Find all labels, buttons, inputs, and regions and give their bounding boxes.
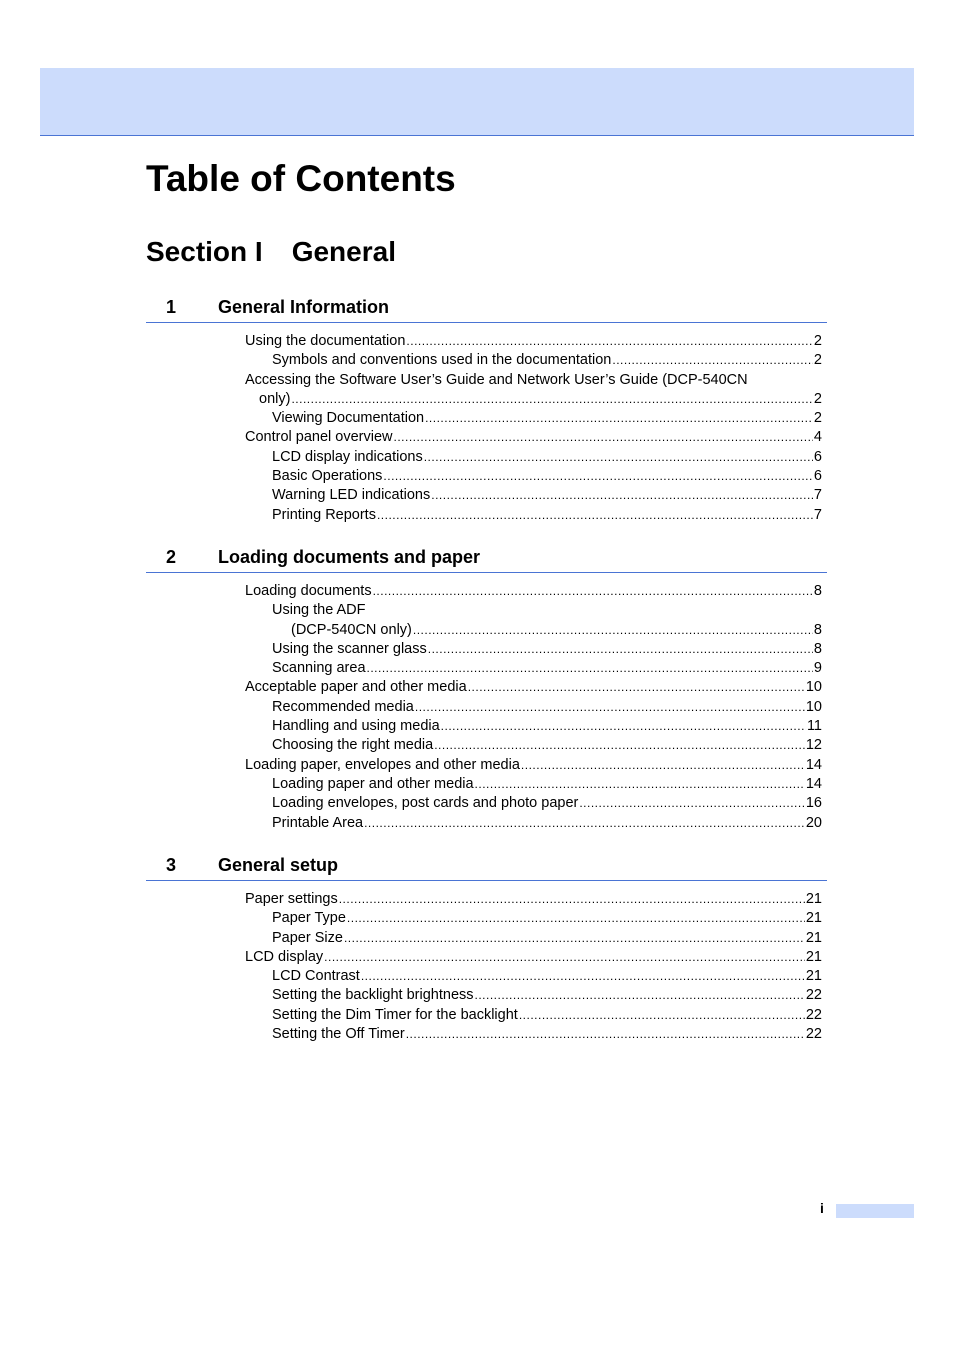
- toc-entry[interactable]: [146, 967, 827, 986]
- section-heading: [146, 233, 396, 271]
- toc-entry[interactable]: [146, 601, 827, 620]
- dot-leader: [468, 678, 805, 697]
- page-title: Table of Contents: [146, 158, 456, 199]
- toc-entry-page: 21: [805, 968, 822, 985]
- toc-entry[interactable]: [146, 621, 827, 640]
- chapter-title: General setup: [218, 855, 339, 875]
- toc-entry[interactable]: [146, 717, 827, 736]
- toc-entry-label: Paper Type: [272, 910, 346, 927]
- toc-entry-label: Using the ADF: [272, 602, 366, 619]
- chapter-number: 3: [166, 855, 177, 875]
- toc-entry[interactable]: [146, 332, 827, 351]
- toc-entry[interactable]: [146, 640, 827, 659]
- section-name: General: [291, 236, 396, 267]
- toc-entry-page: 22: [805, 1006, 822, 1023]
- toc-entry-label: Setting the backlight brightness: [272, 987, 474, 1004]
- toc-entry-page: 11: [806, 718, 822, 735]
- dot-leader: [415, 698, 805, 717]
- toc-entry[interactable]: [146, 794, 827, 813]
- toc-entry-label: Viewing Documentation: [272, 410, 425, 427]
- dot-leader: [475, 986, 805, 1005]
- toc-entry[interactable]: [146, 814, 827, 833]
- toc-entry-label: LCD display indications: [272, 448, 423, 465]
- chapter-heading: [146, 294, 827, 323]
- toc-entry-page: 14: [805, 775, 822, 792]
- dot-leader: [434, 736, 805, 755]
- section-number: Section I: [146, 236, 263, 267]
- toc-entry[interactable]: [146, 467, 827, 486]
- toc-entry-page: 2: [813, 410, 822, 427]
- toc-entry[interactable]: [146, 698, 827, 717]
- chapter-2: [146, 544, 827, 833]
- toc-entry-page: 8: [813, 621, 822, 638]
- chapter-title: General Information: [218, 297, 390, 317]
- toc-entry[interactable]: [146, 390, 827, 409]
- toc-entry-label: Paper settings: [245, 891, 338, 907]
- dot-leader: [394, 428, 813, 447]
- toc-entry[interactable]: [146, 678, 827, 697]
- dot-leader: [579, 794, 805, 813]
- toc-entry[interactable]: [146, 756, 827, 775]
- dot-leader: [521, 756, 805, 775]
- toc-list: [146, 332, 827, 525]
- toc-entry-label: Basic Operations: [272, 468, 383, 485]
- toc-entry[interactable]: [146, 948, 827, 967]
- toc-entry[interactable]: [146, 1025, 827, 1044]
- toc-entry-label: LCD Contrast: [272, 968, 360, 985]
- toc-entry-label: Loading paper and other media: [272, 775, 474, 792]
- toc-entry-page: 4: [813, 429, 822, 446]
- toc-entry-label: (DCP-540CN only): [291, 621, 412, 638]
- toc-entry[interactable]: [146, 506, 827, 525]
- toc-entry-page: 14: [805, 756, 822, 773]
- toc-entry-page: 21: [805, 948, 822, 965]
- toc-entry-page: 21: [805, 891, 822, 907]
- dot-leader: [425, 409, 813, 428]
- toc-entry-label: Scanning area: [272, 660, 366, 677]
- chapter-1: [146, 294, 827, 525]
- toc-entry-page: 8: [813, 640, 822, 657]
- dot-leader: [441, 717, 806, 736]
- dot-leader: [431, 486, 813, 505]
- dot-leader: [339, 890, 805, 909]
- toc-entry-label: Control panel overview: [245, 429, 393, 446]
- dot-leader: [344, 929, 805, 948]
- dot-leader: [428, 640, 813, 659]
- toc-entry[interactable]: [146, 736, 827, 755]
- chapter-number: 2: [166, 547, 177, 567]
- toc-entry-label: only): [259, 390, 291, 407]
- toc-entry[interactable]: [146, 371, 827, 390]
- toc-entry[interactable]: [146, 890, 827, 909]
- toc-entry[interactable]: [146, 448, 827, 467]
- toc-entry-page: 20: [805, 814, 822, 831]
- toc-entry-page: 7: [813, 506, 822, 523]
- toc-entry-page: 21: [805, 910, 822, 927]
- toc-entry-page: 21: [805, 929, 822, 946]
- dot-leader: [373, 582, 813, 601]
- toc-entry[interactable]: [146, 659, 827, 678]
- dot-leader: [361, 967, 805, 986]
- dot-leader: [377, 506, 813, 525]
- toc-entry[interactable]: [146, 986, 827, 1005]
- page-tab: [836, 1204, 914, 1218]
- dot-leader: [406, 332, 813, 351]
- chapter-3: [146, 852, 827, 1044]
- toc-entry[interactable]: [146, 582, 827, 601]
- toc-entry-page: 22: [805, 987, 822, 1004]
- toc-entry-page: 2: [813, 390, 822, 407]
- toc-entry-label: Setting the Off Timer: [272, 1026, 405, 1043]
- dot-leader: [475, 775, 805, 794]
- toc-entry-page: 9: [813, 660, 822, 677]
- toc-entry-page: 12: [805, 737, 822, 754]
- toc-entry-label: Choosing the right media: [272, 737, 434, 754]
- dot-leader: [324, 948, 805, 967]
- toc-entry-label: LCD display: [245, 948, 324, 965]
- toc-entry-page: 6: [813, 468, 822, 485]
- dot-leader: [519, 1006, 805, 1025]
- toc-entry-page: 16: [805, 795, 822, 812]
- toc-entry[interactable]: [146, 1006, 827, 1025]
- dot-leader: [612, 351, 813, 370]
- toc-entry-label: Recommended media: [272, 698, 414, 715]
- toc-entry-page: 6: [813, 448, 822, 465]
- toc-entry[interactable]: [146, 929, 827, 948]
- toc-entry-label: Loading documents: [245, 583, 372, 599]
- toc-entry-page: 7: [813, 487, 822, 504]
- toc-entry-label: Acceptable paper and other media: [245, 679, 467, 696]
- dot-leader: [364, 814, 805, 833]
- toc-entry-label: Printable Area: [272, 814, 364, 831]
- toc-entry-label: Printing Reports: [272, 506, 376, 523]
- toc-entry-label: Using the scanner glass: [272, 640, 427, 657]
- header-band: [40, 68, 914, 136]
- chapter-heading: [146, 544, 827, 573]
- toc-entry-label: Loading paper, envelopes and other media: [245, 756, 520, 773]
- toc-list: [146, 582, 827, 833]
- toc-entry-label: Handling and using media: [272, 718, 440, 735]
- dot-leader: [291, 390, 812, 409]
- toc-entry[interactable]: [146, 486, 827, 505]
- toc-entry[interactable]: [146, 909, 827, 928]
- toc-entry[interactable]: [146, 351, 827, 370]
- toc-entry[interactable]: [146, 775, 827, 794]
- toc-entry-page: 10: [805, 679, 822, 696]
- dot-leader: [367, 659, 813, 678]
- toc-entry-label: Paper Size: [272, 929, 343, 946]
- dot-leader: [413, 621, 813, 640]
- toc-entry-page: 8: [813, 583, 822, 599]
- toc-entry-page: 22: [805, 1026, 822, 1043]
- chapter-heading: [146, 852, 827, 881]
- dot-leader: [347, 909, 805, 928]
- toc-entry-label: Warning LED indications: [272, 487, 431, 504]
- toc-entry-page: 2: [813, 352, 822, 369]
- chapter-number: 1: [166, 297, 177, 317]
- page-number: i: [820, 1200, 824, 1216]
- toc-entry-label: Using the documentation: [245, 333, 406, 349]
- toc-entry-label: Loading envelopes, post cards and photo paper: [272, 795, 579, 812]
- toc-list: [146, 890, 827, 1044]
- toc-entry[interactable]: [146, 428, 827, 447]
- toc-entry-label: Symbols and conventions used in the documentation: [272, 352, 612, 369]
- dot-leader: [424, 448, 813, 467]
- toc-entry-page: 10: [805, 698, 822, 715]
- toc-entry-label: Accessing the Software User’s Guide and Network User’s Guide (DCP-540CN: [245, 371, 748, 388]
- toc-entry-label: Setting the Dim Timer for the backlight: [272, 1006, 518, 1023]
- dot-leader: [406, 1025, 805, 1044]
- toc-entry-page: 2: [813, 333, 822, 349]
- toc-entry[interactable]: [146, 409, 827, 428]
- dot-leader: [383, 467, 813, 486]
- chapter-title: Loading documents and paper: [218, 547, 481, 567]
